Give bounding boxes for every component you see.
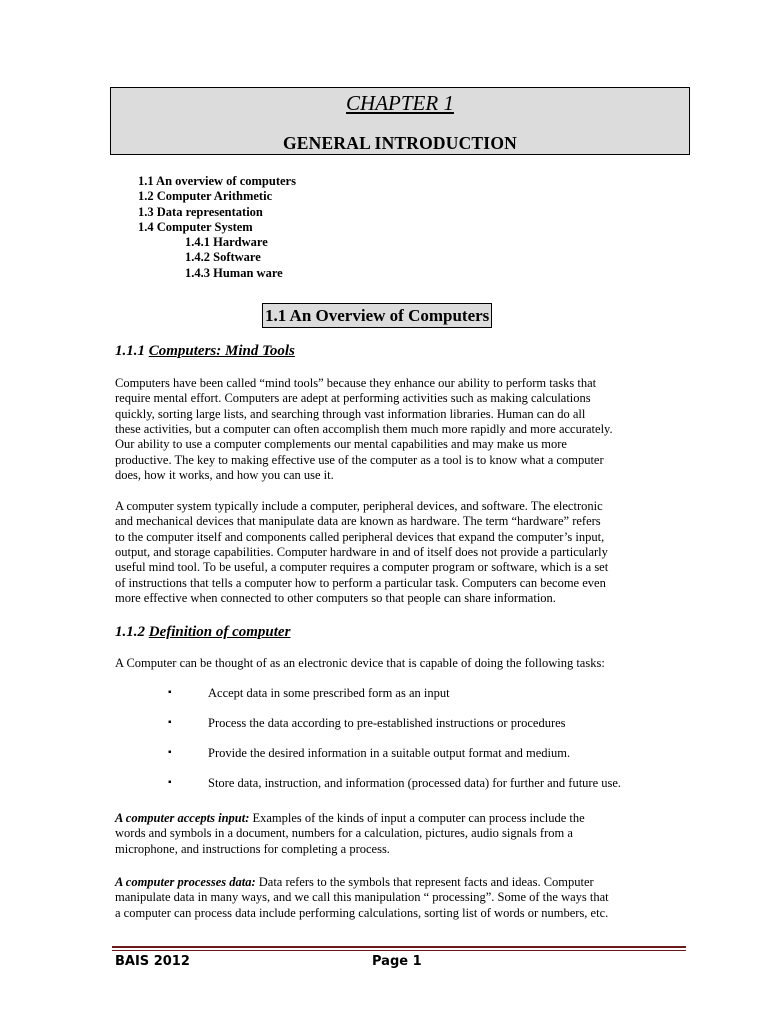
toc-item: 1.1 An overview of computers xyxy=(138,174,296,188)
paragraph-line: microphone, and instructions for completing a process. xyxy=(115,841,390,856)
toc-item: 1.2 Computer Arithmetic xyxy=(138,189,273,204)
paragraph-line: A Computer can be thought of as an electronic device that is capable of doing the following tasks: xyxy=(115,656,605,670)
subsection-title: Definition of computer xyxy=(148,624,291,640)
chapter-number: CHAPTER 1 xyxy=(346,91,454,115)
paragraph-line-rest: Examples of the kinds of input a computer can process include the xyxy=(249,811,585,825)
paragraph-line xyxy=(115,811,690,826)
paragraph-line: does, how it works, and how you can use it. xyxy=(115,468,334,483)
list-item-text: Process the data according to pre-established instructions or procedures xyxy=(208,716,566,730)
paragraph-definition-intro xyxy=(115,656,690,671)
paragraph-line: Our ability to use a computer complements our mental capabilities and may make us more xyxy=(115,437,567,452)
footer-page-number: Page 1 xyxy=(372,954,422,969)
square-bullet-icon: ▪ xyxy=(168,747,172,758)
toc-subitem: 1.4.2 Software xyxy=(185,250,261,265)
paragraph-line: to the computer itself and components called peripheral devices that expand the computer’s input, xyxy=(115,529,605,544)
paragraph-mind-tools xyxy=(115,376,690,483)
square-bullet-icon: ▪ xyxy=(168,687,172,698)
paragraph-line: Computers have been called “mind tools” because they enhance our ability to perform tasks that xyxy=(115,376,597,390)
paragraph-line: A computer system typically include a computer, peripheral devices, and software. The electronic xyxy=(115,499,603,513)
subsection-heading-mind-tools xyxy=(115,342,295,361)
footer-rule-thin xyxy=(112,950,686,951)
paragraph-line: require mental effort. Computers are adept at performing activities such as making calculations xyxy=(115,391,591,406)
paragraph-lead: A computer accepts input: xyxy=(115,811,250,825)
paragraph-computer-system xyxy=(115,499,690,606)
paragraph-line xyxy=(115,875,690,890)
paragraph-lead: A computer processes data: xyxy=(115,875,256,889)
footer-rule-thick xyxy=(112,946,686,948)
paragraph-line-rest: Data refers to the symbols that represent facts and ideas. Computer xyxy=(255,875,594,889)
chapter-title: GENERAL INTRODUCTION xyxy=(283,133,517,153)
toc-item: 1.3 Data representation xyxy=(138,204,263,219)
toc-item: 1.4 Computer System xyxy=(138,219,253,234)
paragraph-accepts-input xyxy=(115,811,690,857)
paragraph-processes-data xyxy=(115,875,690,921)
chapter-header-box xyxy=(110,87,690,155)
toc-subitem: 1.4.3 Human ware xyxy=(185,265,283,280)
list-item-text: Accept data in some prescribed form as an input xyxy=(208,686,450,700)
subsection-title: Computers: Mind Tools xyxy=(148,343,295,359)
subsection-number: 1.1.1 xyxy=(115,343,145,359)
paragraph-line: a computer can process data include performing calculations, sorting list of words or numbers, etc. xyxy=(115,905,609,920)
subsection-heading-definition xyxy=(115,623,290,642)
paragraph-line: these activities, but a computer can often accomplish them much more rapidly and more accurately. xyxy=(115,422,613,437)
paragraph-line: manipulate data in many ways, and we call this manipulation “ processing”. Some of the ways that xyxy=(115,890,609,905)
paragraph-line: output, and storage capabilities. Computer hardware in and of itself does not provide a particularly xyxy=(115,545,608,560)
square-bullet-icon: ▪ xyxy=(168,717,172,728)
paragraph-line: useful mind tool. To be useful, a computer requires a computer program or software, which is a set xyxy=(115,560,609,575)
square-bullet-icon: ▪ xyxy=(168,777,172,788)
section-heading: 1.1 An Overview of Computers xyxy=(262,303,492,328)
paragraph-line: productive. The key to making effective use of the computer as a tool is to know what a computer xyxy=(115,452,604,467)
toc-subitem: 1.4.1 Hardware xyxy=(185,235,268,250)
paragraph-line: more effective when connected to other computers so that people can share information. xyxy=(115,591,556,606)
list-item-text: Store data, instruction, and information (processed data) for further and future use. xyxy=(208,776,622,790)
paragraph-line: and mechanical devices that manipulate data are known as hardware. The term “hardware” refers xyxy=(115,514,601,529)
list-item-text: Provide the desired information in a suitable output format and medium. xyxy=(208,746,571,760)
footer-course: BAIS 2012 xyxy=(115,954,190,969)
paragraph-line: words and symbols in a document, numbers for a calculation, pictures, audio signals from a xyxy=(115,826,573,841)
paragraph-line: quickly, sorting large lists, and searching through vast information libraries. Human can do all xyxy=(115,406,586,421)
paragraph-line: of instructions that tells a computer how to perform a particular task. Computers can become even xyxy=(115,575,606,590)
table-of-contents xyxy=(138,174,296,281)
subsection-number: 1.1.2 xyxy=(115,624,145,640)
